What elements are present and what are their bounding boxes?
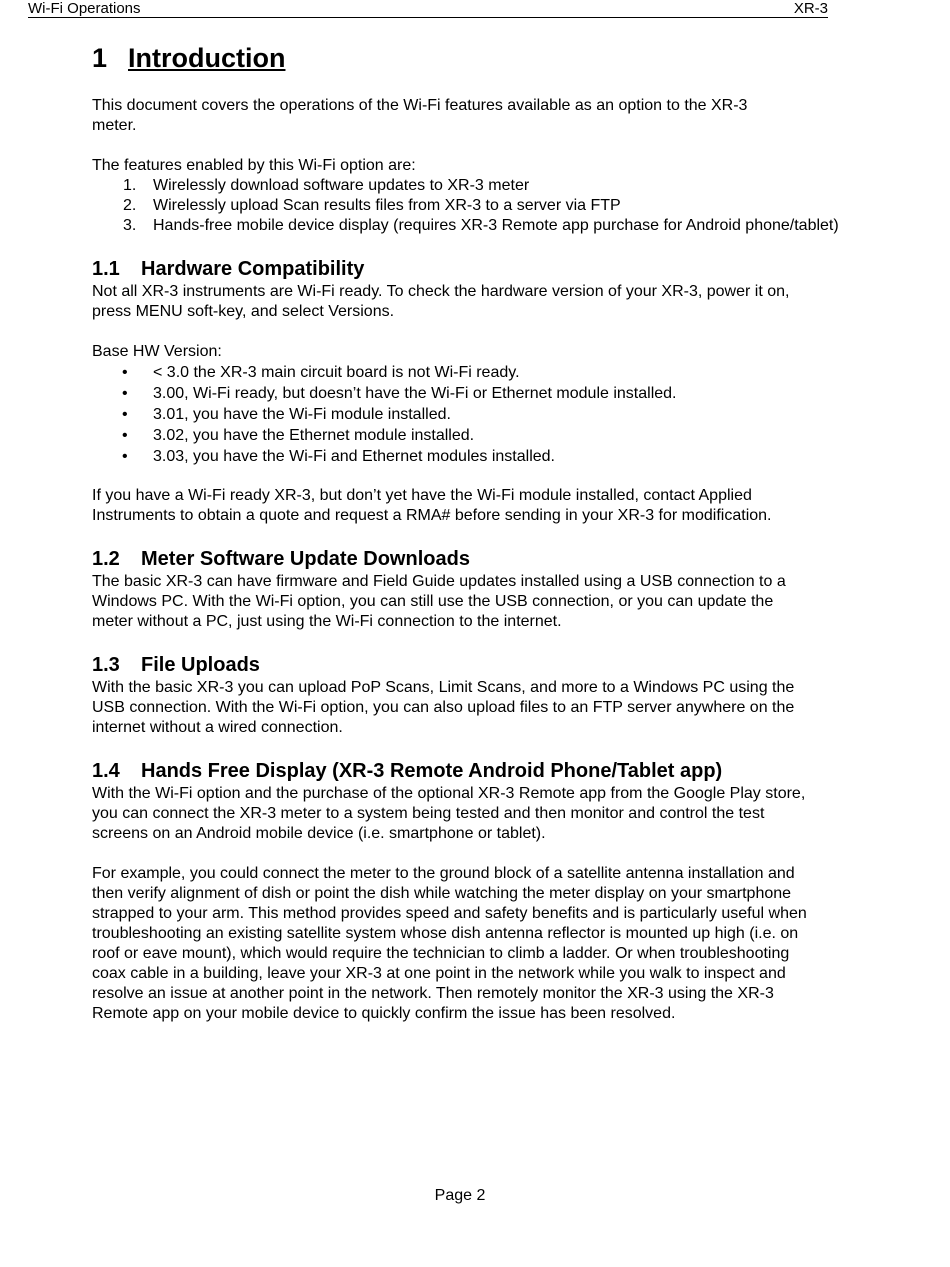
hands-free-paragraph: With the Wi-Fi option and the purchase of the optional XR-3 Remote app from the Google Play store, you can connect the XR-3 meter to a system being tested and then monitor and control the test screens on an Android mobile device (i.e. smartphone or tablet). [92, 785, 806, 842]
section-title: Meter Software Update Downloads [141, 548, 470, 570]
section-number: 1.4 [92, 760, 120, 782]
hardware-paragraph: Not all XR-3 instruments are Wi-Fi ready. To check the hardware version of your XR-3, power it on, press MENU soft-key, and select Versions. [92, 283, 790, 320]
section-title: Hardware Compatibility [141, 258, 365, 280]
header-title: Wi-Fi Operations [28, 0, 141, 17]
bullet: • [122, 448, 128, 465]
list-item [92, 425, 872, 446]
list-item-text: 3.00, Wi-Fi ready, but doesn’t have the Wi-Fi or Ethernet module installed. [153, 385, 677, 402]
section-1-1-heading [92, 256, 872, 282]
list-item-text: 3.01, you have the Wi-Fi module installed. [153, 406, 451, 423]
file-uploads-paragraph: With the basic XR-3 you can upload PoP Scans, Limit Scans, and more to a Windows PC using the USB connection. With the Wi-Fi option, you can also upload files to an FTP server anywhere on the internet without a wired connection. [92, 679, 795, 736]
hw-version-list [92, 362, 872, 467]
bullet: • [122, 427, 128, 444]
document-body [92, 40, 872, 1024]
section-title: File Uploads [141, 654, 260, 676]
list-item-text: 3.03, you have the Wi-Fi and Ethernet modules installed. [153, 448, 555, 465]
section-number: 1.1 [92, 258, 120, 280]
section-title: Introduction [128, 43, 286, 73]
bullet: • [122, 385, 128, 402]
list-item-text: Wirelessly upload Scan results files from XR-3 to a server via FTP [153, 197, 621, 214]
section-1-3-heading [92, 652, 872, 678]
page-number: Page 2 [434, 1187, 486, 1204]
section-title: Hands Free Display (XR-3 Remote Android Phone/Tablet app) [141, 760, 723, 782]
section-number: 1.3 [92, 654, 120, 676]
list-item [92, 176, 872, 196]
list-item-text: < 3.0 the XR-3 main circuit board is not Wi-Fi ready. [153, 364, 520, 381]
base-hw-label: Base HW Version: [92, 343, 222, 360]
section-1-heading [92, 40, 872, 76]
list-item [92, 383, 872, 404]
section-number: 1.2 [92, 548, 120, 570]
section-1-2-heading [92, 546, 872, 572]
list-marker: 3. [123, 217, 137, 234]
intro-paragraph: This document covers the operations of the Wi-Fi features available as an option to the XR-3 meter. [92, 97, 748, 134]
list-item-text: Wirelessly download software updates to XR-3 meter [153, 177, 530, 194]
list-item [92, 216, 872, 236]
list-item [92, 404, 872, 425]
software-update-paragraph: The basic XR-3 can have firmware and Field Guide updates installed using a USB connection to a Windows PC. With the Wi-Fi option, you can still use the USB connection, or you can update the meter without a PC, just using the Wi-Fi connection to the internet. [92, 573, 786, 630]
bullet: • [122, 406, 128, 423]
list-item [92, 362, 872, 383]
features-lead: The features enabled by this Wi-Fi option are: [92, 157, 416, 174]
example-paragraph: For example, you could connect the meter to the ground block of a satellite antenna installation and then verify alignment of dish or point the dish while watching the meter display on your smartphone strapped to your arm. This method provides speed and safety benefits and is particularly useful when troubleshooting an existing satellite system whose dish antenna reflector is mounted up high (i.e. on roof or eave mount), which would require the technician to climb a ladder. Or when troubleshooting coax cable in a building, leave your XR-3 at one point in the network while you walk to inspect and resolve an issue at another point in the network. Then remotely monitor the XR-3 using the XR-3 Remote app on your mobile device to quickly confirm the issue has been resolved. [92, 865, 807, 1022]
list-item [92, 196, 872, 216]
list-marker: 2. [123, 197, 137, 214]
section-number: 1 [92, 43, 108, 73]
list-marker: 1. [123, 177, 137, 194]
features-list [92, 176, 872, 236]
list-item-text: 3.02, you have the Ethernet module installed. [153, 427, 475, 444]
running-header [28, 0, 828, 18]
upgrade-paragraph: If you have a Wi-Fi ready XR-3, but don’t yet have the Wi-Fi module installed, contact Applied Instruments to obtain a quote and request a RMA# before sending in your XR-3 for modification. [92, 487, 772, 524]
header-model: XR-3 [793, 0, 828, 17]
section-1-4-heading [92, 758, 872, 784]
list-item [92, 446, 872, 467]
list-item-text: Hands-free mobile device display (requires XR-3 Remote app purchase for Android phone/tablet) [153, 217, 839, 234]
bullet: • [122, 364, 128, 381]
